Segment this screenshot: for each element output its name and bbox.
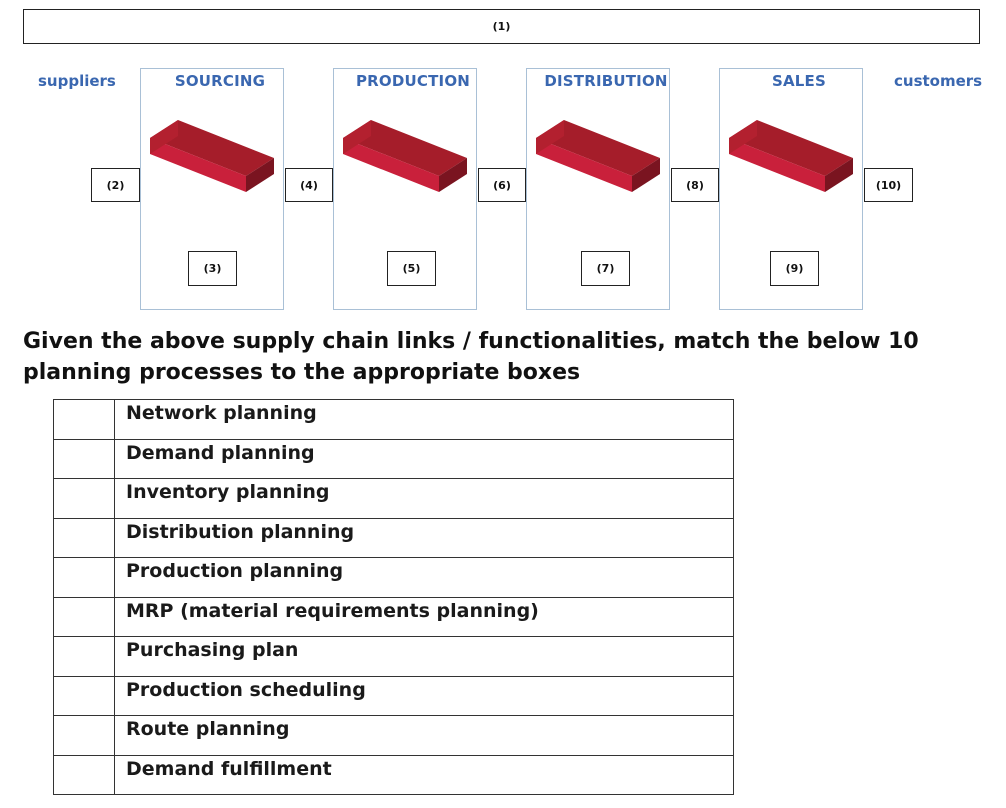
answer-cell[interactable]: [54, 479, 115, 519]
answer-cell[interactable]: [54, 755, 115, 795]
sourcing-beam-shape: [150, 112, 274, 192]
process-name: Production scheduling: [115, 676, 734, 716]
planning-box-7: (7): [581, 251, 630, 286]
table-row: [54, 558, 734, 598]
question-text: Given the above supply chain links / functionalities, match the below 10 planning processes to the appropriate boxes: [23, 329, 919, 385]
table-row: [54, 518, 734, 558]
answer-cell[interactable]: [54, 558, 115, 598]
stage-title-distribution: DISTRIBUTION: [544, 72, 668, 90]
process-name: Demand fulfillment: [115, 755, 734, 795]
planning-box-1: (1): [23, 9, 980, 44]
process-name: Network planning: [115, 400, 734, 440]
answer-cell[interactable]: [54, 637, 115, 677]
planning-box-9: (9): [770, 251, 819, 286]
process-matching-table: [53, 399, 734, 795]
table-row: [54, 755, 734, 795]
answer-cell[interactable]: [54, 716, 115, 756]
planning-box-3: (3): [188, 251, 237, 286]
stage-title-sales: SALES: [771, 72, 827, 90]
process-name: Demand planning: [115, 439, 734, 479]
process-name: Purchasing plan: [115, 637, 734, 677]
table-row: [54, 400, 734, 440]
planning-box-5: (5): [387, 251, 436, 286]
planning-box-6: (6): [478, 168, 526, 202]
planning-box-4: (4): [285, 168, 333, 202]
process-name: MRP (material requirements planning): [115, 597, 734, 637]
answer-cell[interactable]: [54, 439, 115, 479]
table-row: [54, 716, 734, 756]
answer-cell[interactable]: [54, 597, 115, 637]
process-name: Inventory planning: [115, 479, 734, 519]
table-row: [54, 479, 734, 519]
table-row: [54, 439, 734, 479]
answer-cell[interactable]: [54, 676, 115, 716]
answer-cell[interactable]: [54, 518, 115, 558]
process-name: Distribution planning: [115, 518, 734, 558]
production-beam-shape: [343, 112, 467, 192]
table-row: [54, 676, 734, 716]
sales-beam-shape: [729, 112, 853, 192]
planning-box-10: (10): [864, 168, 913, 202]
process-name: Route planning: [115, 716, 734, 756]
planning-box-8: (8): [671, 168, 719, 202]
answer-cell[interactable]: [54, 400, 115, 440]
customers-label: customers: [894, 72, 983, 90]
table-row: [54, 597, 734, 637]
stage-title-sourcing: SOURCING: [174, 72, 266, 90]
process-name: Production planning: [115, 558, 734, 598]
stage-title-production: PRODUCTION: [355, 72, 471, 90]
planning-box-2: (2): [91, 168, 140, 202]
distribution-beam-shape: [536, 112, 660, 192]
table-row: [54, 637, 734, 677]
suppliers-label: suppliers: [38, 72, 116, 90]
